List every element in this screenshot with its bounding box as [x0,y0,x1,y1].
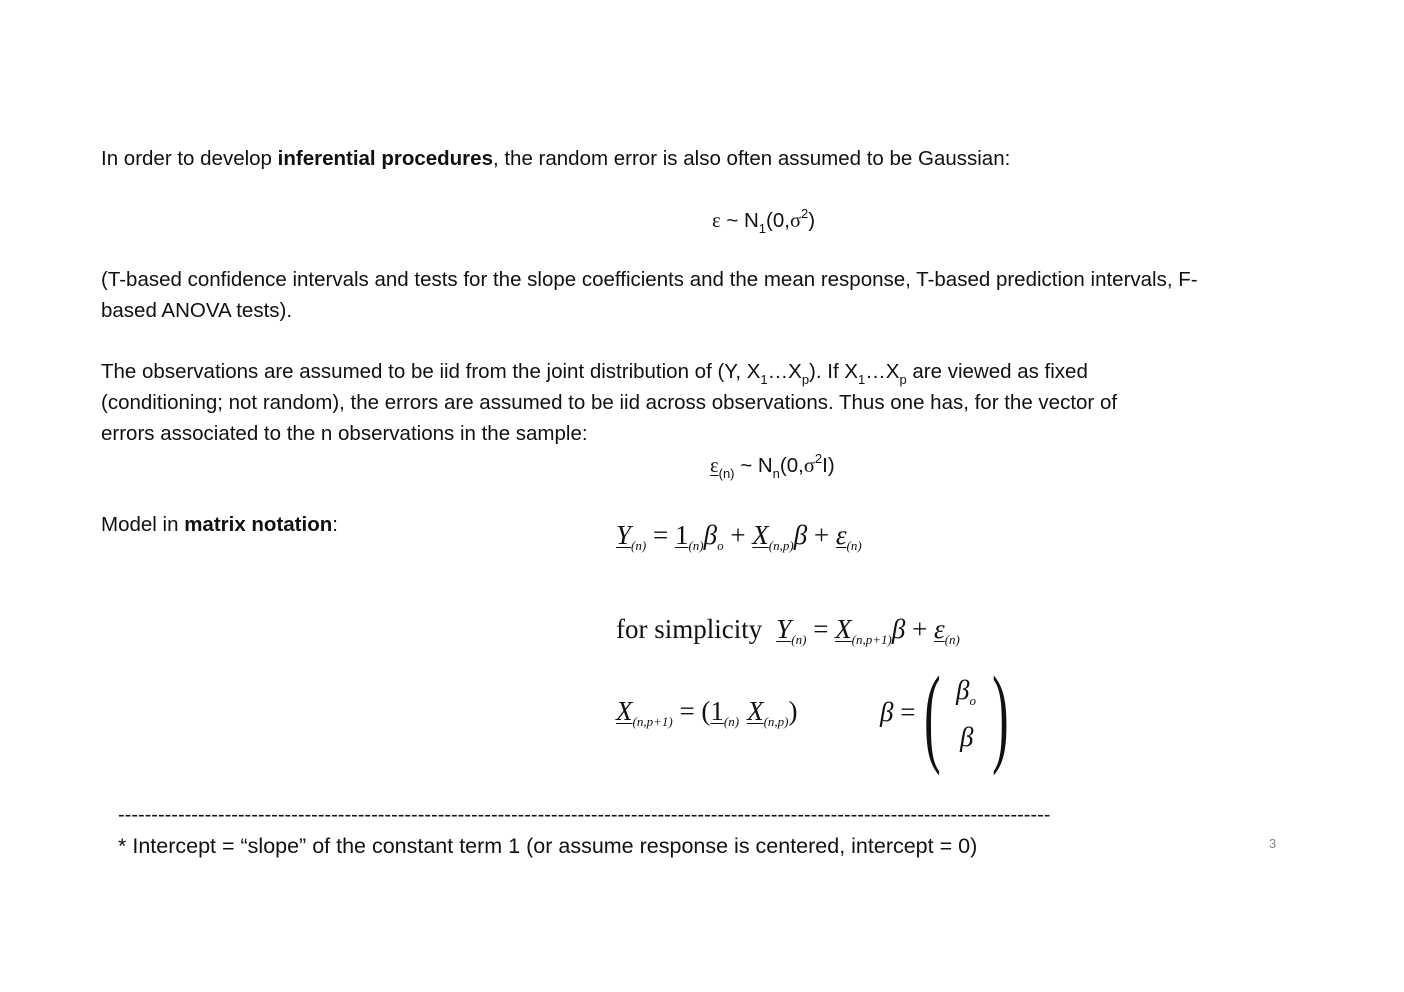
eq3-sub-n: (n) [631,538,647,553]
para1-text-end: , the random error is also often assumed to be Gaussian: [492,147,1011,170]
epsilon-symbol: ε [712,210,721,232]
model-bold: matrix notation [184,513,333,536]
eq1-sub: 1 [758,221,767,236]
para1-text: In order to develop [101,147,278,170]
x-matrix: X [752,520,769,550]
para3-a: The observations are assumed to be iid from the joint distribution of (Y, X [101,360,761,383]
eq1-args: (0, [766,209,790,232]
eq3-equals: = [646,520,675,550]
epsilon-vector-2: ε [934,614,945,644]
eq4-sub-n2: (n) [944,632,960,647]
eq3-sub-n2: (n) [688,538,704,553]
equation-model-full [616,520,862,554]
epsilon-vector-symbol: ε [710,455,719,477]
page-number [1269,836,1276,851]
eq3-sub-np: (n,p) [768,538,794,553]
eq2-close: I) [822,454,835,477]
para3-c: ). If X [809,360,859,383]
para3-sub2: 1 [858,372,866,387]
beta-vector-bottom [960,722,973,753]
para3-line3: errors associated to the n observations in the sample: [101,422,588,445]
paragraph-gaussian [101,143,1010,174]
eq5-equals: = ( [672,696,711,726]
right-paren: ) [992,654,1009,776]
paragraph-iid-line2 [101,387,1117,418]
para3-d: …X [865,360,900,383]
eq3-sub-o: o [717,538,724,553]
eq2-subn: n [772,466,780,481]
y-vector-2: Y [776,614,792,644]
page-number-text: 3 [1269,836,1277,851]
eq2-normal: ~ N [734,454,773,477]
para2-text: (T-based confidence intervals and tests for the slope coefficients and the mean response, T-based prediction intervals, F-based ANOVA tests). [101,268,1198,322]
x-matrix-augmented: X [835,614,852,644]
vec-beta-o: β [956,675,970,705]
beta-intercept: β [703,520,718,550]
one-vector-2: 1 [710,696,724,726]
para3-b: …X [767,360,802,383]
eq1-sup: 2 [801,206,809,221]
for-simplicity-label: for simplicity [616,614,763,644]
paragraph-iid-line3 [101,418,588,449]
footnote-content: * Intercept = “slope” of the constant term 1 (or assume response is centered, intercept = 0) [118,834,978,858]
eq3-plus2: + [807,520,836,550]
epsilon-vector: ε [835,520,847,550]
paragraph-inference-list [101,264,1241,326]
para3-line2: (conditioning; not random), the errors are assumed to be iid across observations. Thus one has, for the vector of [101,391,1118,414]
eq5-equals-2: = [893,697,916,727]
equation-error-distribution [712,206,815,236]
eq5-sub-n: (n) [723,714,740,729]
sigma-symbol: σ [789,210,802,232]
x-matrix-2: X [747,696,764,726]
eq5-close: ) [788,696,798,726]
model-colon: : [332,513,338,536]
para3-subp2: p [899,372,907,387]
para1-bold: inferential procedures [277,147,493,170]
eq5-sub-np: (n,p) [763,714,789,729]
beta-symbol: β [880,697,894,727]
beta-definition [880,697,915,728]
beta-vector-top [956,675,976,709]
x-matrix-augmented-2: X [616,696,633,726]
y-vector: Y [616,520,632,550]
eq4-sub-np1: (n,p+1) [851,632,892,647]
one-vector: 1 [674,520,689,550]
eq1-close: ) [808,209,816,232]
vec-beta-o-sub: o [969,693,976,708]
left-paren: ( [924,654,941,776]
divider-dashes: -------------------------------------------------------------------------------------------------------------------------------------------- [118,804,1051,826]
sigma-symbol-2: σ [803,455,815,477]
eq5-sub-np1: (n,p+1) [632,714,673,729]
para3-subp: p [801,372,810,387]
eq4-equals: = [806,614,836,644]
eq3-sub-n3: (n) [846,538,862,553]
vec-beta: β [960,722,974,752]
para3-sub1: 1 [760,372,768,387]
eq2-sub: (n) [718,466,735,481]
footnote-text [118,831,977,862]
footnote-divider [118,804,1190,827]
equation-design-matrix [616,696,798,730]
beta-slopes: β [793,520,808,550]
eq2-args: (0, [779,454,804,477]
para3-e: are viewed as fixed [906,360,1088,383]
model-label [101,509,338,540]
equation-error-vector [710,451,835,481]
eq4-sub-n: (n) [791,632,807,647]
beta-vector: β [891,614,906,644]
model-text: Model in [101,513,185,536]
eq2-sup: 2 [814,451,823,466]
equation-model-simplified [616,614,960,648]
eq3-plus1: + [723,520,753,550]
eq1-normal: ~ N [726,209,759,232]
eq4-plus: + [905,614,935,644]
